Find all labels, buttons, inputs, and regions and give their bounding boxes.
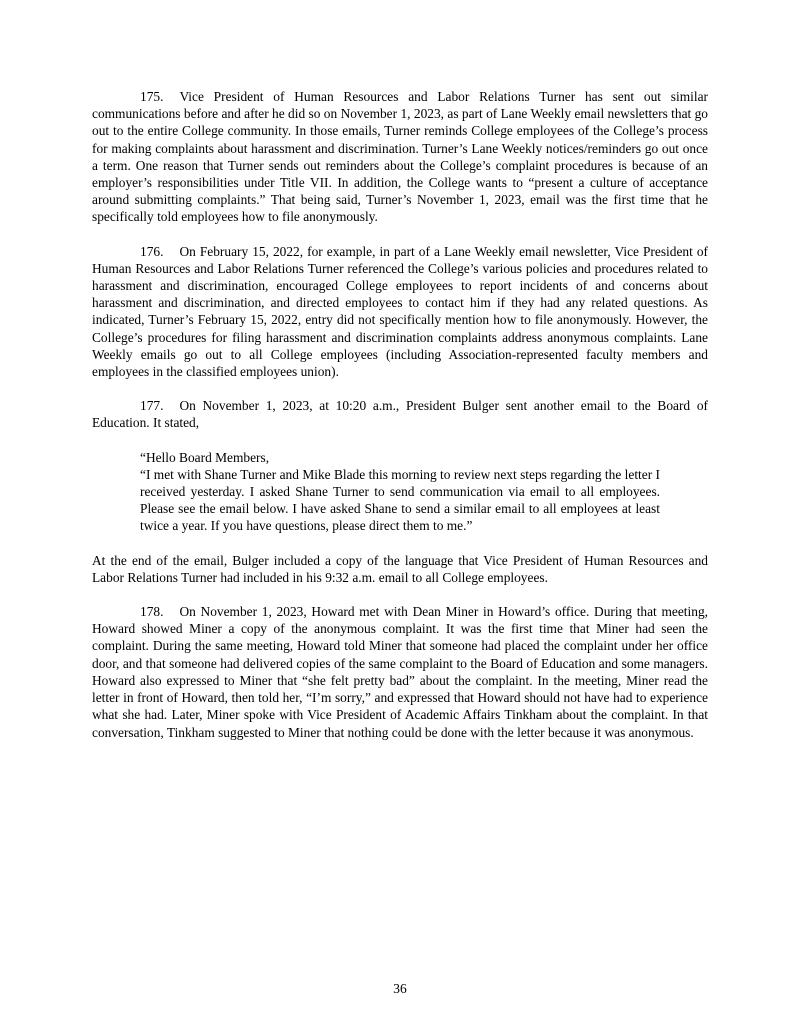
paragraph-176-text: On February 15, 2022, for example, in part of a Lane Weekly email newsletter, Vice President of Human Resources and Labor Relations Turner referenced the College’s various policies and procedures related to harassment and discrimination, encouraged College employees to report incidents of and concerns about harassment and discrimination, and directed employees to contact him if they had any related questions. As indicated, Turner’s February 15, 2022, entry did not specifically mention how to file anonymously. However, the College’s procedures for filing harassment and discrimination complaints address anonymous complaints. Lane Weekly emails go out to all College employees (including Association-represented faculty members and employees in the classified employees union). xyxy=(92,243,708,380)
paragraph-177-text: On November 1, 2023, at 10:20 a.m., President Bulger sent another email to the Board of Education. It stated, xyxy=(92,398,708,431)
paragraph-178 xyxy=(92,603,708,741)
paragraph-175-number: 175. xyxy=(140,89,164,104)
paragraph-178-text: On November 1, 2023, Howard met with Dean Miner in Howard’s office. During that meeting, Howard showed Miner a copy of the anonymous complaint. It was the first time that Miner had seen the complaint. During the same meeting, Howard told Miner that someone had placed the complaint under her office door, and that someone had delivered copies of the same complaint to the Board of Education and some managers. Howard also expressed to Miner that “she felt pretty bad” about the complaint. In the meeting, Miner read the letter in front of Howard, then told her, “I’m sorry,” and expressed that Howard should not have had to experience what she had. Later, Miner spoke with Vice President of Academic Affairs Tinkham about the complaint. In that conversation, Tinkham suggested to Miner that nothing could be done with the letter because it was anonymous. xyxy=(92,604,708,740)
paragraph-177 xyxy=(92,397,708,431)
email-quote-salutation: “Hello Board Members, xyxy=(140,449,270,465)
paragraph-178-number: 178. xyxy=(140,604,164,620)
paragraph-176 xyxy=(92,243,708,381)
paragraph-175-text: Vice President of Human Resources and Labor Relations Turner has sent out similar communications before and after he did so on November 1, 2023, as part of Lane Weekly email newsletters that go out to the entire College community. In those emails, Turner reminds College employees of the College’s process for making complaints about harassment and discrimination. Turner’s Lane Weekly notices/reminders go out once a term. One reason that Turner sends out reminders about the College’s complaint procedures is because of an employer’s responsibilities under Title VII. In addition, the College wants to “present a culture of acceptance around submitting complaints.” That being said, Turner’s November 1, 2023, email was the first time that he specifically told employees how to file anonymously. xyxy=(92,89,708,225)
paragraph-176-number: 176. xyxy=(140,243,164,259)
email-quote-body: “I met with Shane Turner and Mike Blade this morning to review next steps regarding the letter I received yesterday. I asked Shane Turner to send communication via email to all employees. Please see the email below. I have asked Shane to send a similar email to all employees at least twice a year. If you have questions, please direct them to me.” xyxy=(140,466,660,534)
email-blockquote xyxy=(140,449,660,535)
paragraph-after-quote: At the end of the email, Bulger included a copy of the language that Vice President of Human Resources and Labor Relations Turner had included in his 9:32 a.m. email to all College employees. xyxy=(92,552,708,585)
paragraph-177-number: 177. xyxy=(140,398,164,414)
paragraph-175 xyxy=(92,88,708,226)
page-number: 36 xyxy=(393,980,407,996)
